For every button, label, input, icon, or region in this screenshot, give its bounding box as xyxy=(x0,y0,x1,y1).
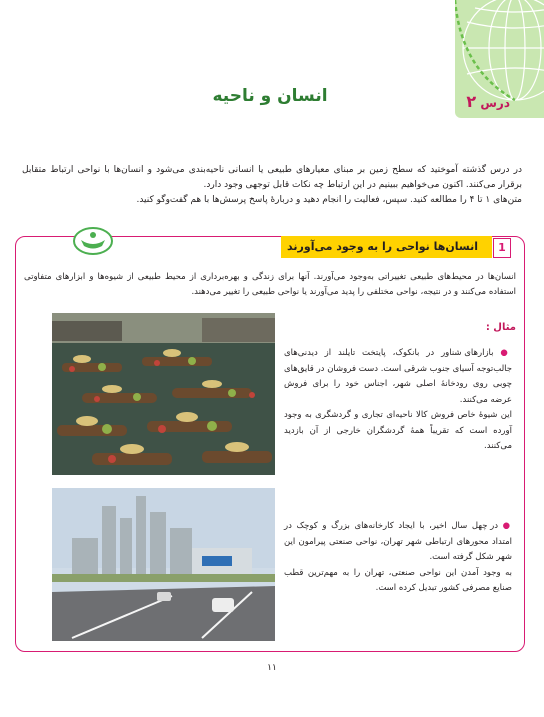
section-number: 1 xyxy=(493,238,511,258)
example-2-paragraph-2: به وجود آمدن این نواحی صنعتی، تهران را به مهم‌ترین قطب صنایع مصرفی کشور تبدیل کرده است. xyxy=(284,567,512,593)
bullet-icon: ● xyxy=(502,521,512,531)
industrial-area-photo xyxy=(52,488,275,641)
example-2-text xyxy=(284,519,512,597)
example-1-text-main: بازارهای شناور در بانکوک، پایتخت تایلند از دیدنی‌های جالب‌توجه آسیای جنوب شرقی است. دست فروشان در قایق‌های چوبی روی رودخانهٔ اصلی شهر، اجناس خود را برای فروش عرضه می‌کنند. xyxy=(284,348,512,405)
example-1-text xyxy=(284,346,512,455)
bullet-icon: ● xyxy=(500,348,513,358)
example-2-text-main: در چهل سال اخیر، با ایجاد کارخانه‌های بزرگ و کوچک در امتداد محورهای ارتباطی شهر تهران، نواحی صنعتی پیرامون این شهر شکل گرفته است. xyxy=(284,521,512,562)
page-number: ۱۱ xyxy=(267,663,277,673)
lesson-label xyxy=(450,92,510,111)
intro-text xyxy=(22,163,522,208)
section-title: انسان‌ها نواحی را به وجود می‌آورند xyxy=(281,236,492,258)
lesson-number: ۲ xyxy=(466,92,477,111)
intro-paragraph-1: در درس گذشته آموختید که سطح زمین بر مبنای معیارهای طبیعی یا انسانی ناحیه‌بندی می‌شود و انسان‌ها با نواحی ارتباط متقابل برقرار می‌کنند. اکنون می‌خواهیم ببینیم در این ارتباط چه نکات قابل توجهی وجود دارد. xyxy=(22,165,522,190)
intro-paragraph-2: متن‌های ۱ تا ۴ را مطالعه کنید. سپس، فعالیت را انجام دهید و دربارهٔ پاسخ پرسش‌ها با هم گفت‌وگو کنید. xyxy=(136,195,522,205)
section-body: انسان‌ها در محیط‌های طبیعی تغییراتی به‌وجود می‌آورند. آنها برای زندگی و بهره‌برداری از محیط طبیعی از شیوه‌ها و ابزارهای متفاوتی استفاده می‌کنند و در نتیجه، نواحی مختلفی را پدید می‌آورند یا نواحی طبیعی را تغییر می‌دهند. xyxy=(24,272,516,297)
page-title: انسان و ناحیه xyxy=(212,86,328,106)
floating-market-photo xyxy=(52,313,275,475)
example-2-paragraph xyxy=(284,519,512,566)
section-badge-icon xyxy=(72,226,114,256)
lesson-word: درس xyxy=(480,96,510,110)
example-1-paragraph-2: این شیوهٔ خاص فروش کالا ناحیه‌ای تجاری و گردشگری به وجود آورده است که تقریباً همهٔ گردشگران خارجی از آن بازدید می‌کنند. xyxy=(284,410,512,451)
example-1-paragraph xyxy=(284,346,512,408)
example-label: مثال : xyxy=(485,322,516,333)
